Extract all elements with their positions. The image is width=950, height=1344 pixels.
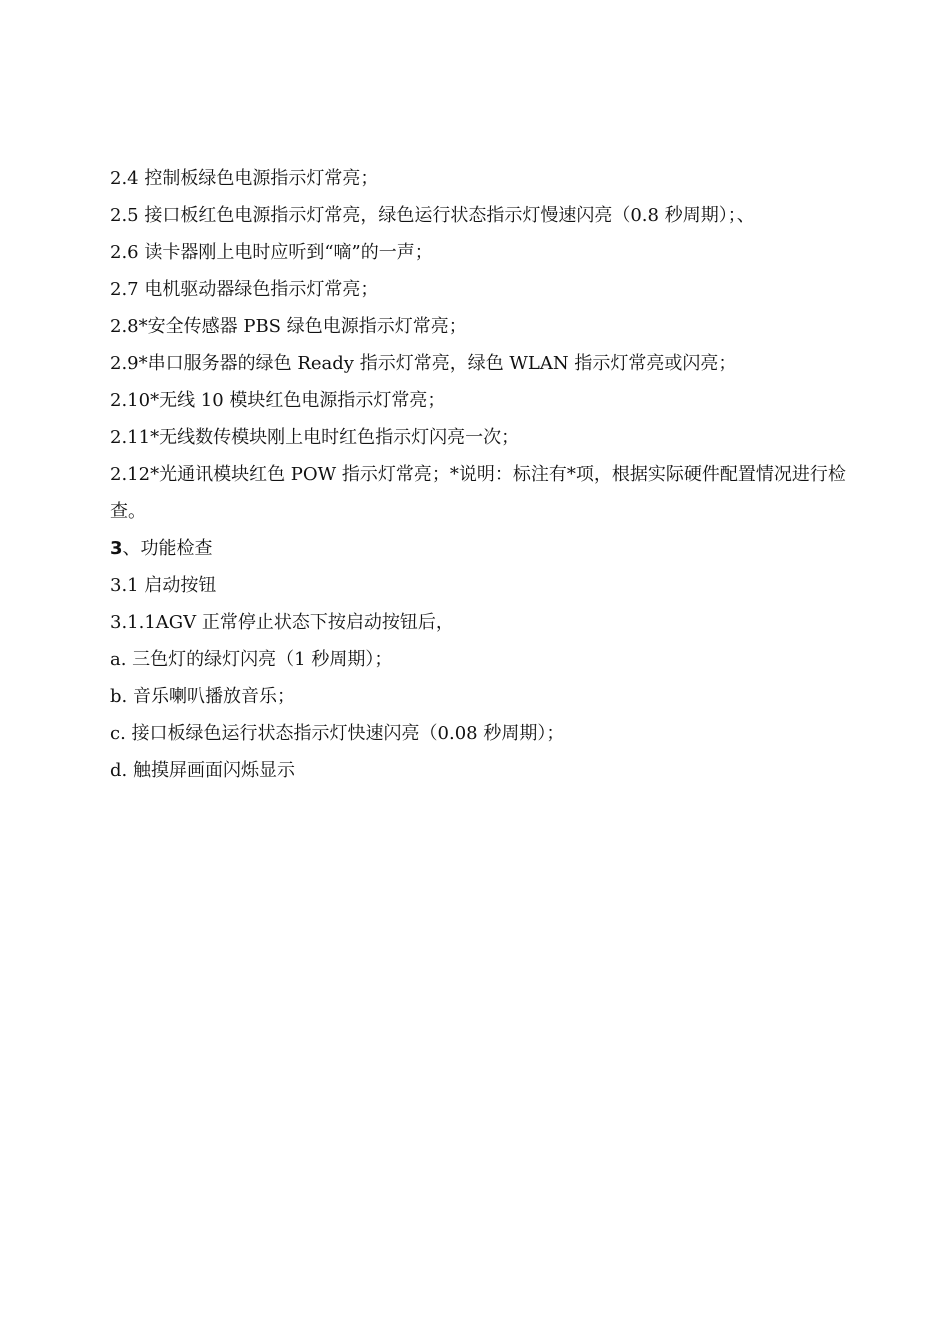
item-2-5: 2.5 接口板红色电源指示灯常亮，绿色运行状态指示灯慢速闪亮（0.8 秒周期）；、 [110,205,755,226]
item-2-12: 2.12*光通讯模块红色 POW 指示灯常亮；*说明：标注有*项，根据实际硬件配置情况进行检查。 [110,464,846,522]
document-body [110,160,870,789]
item-3-1-1: 3.1.1AGV 正常停止状态下按启动按钮后， [110,612,454,633]
item-3-1: 3.1 启动按钮 [110,575,217,596]
item-b: b. 音乐喇叭播放音乐； [110,686,295,707]
item-d: d. 触摸屏画面闪烁显示 [110,760,295,781]
section-3-number: 3 [110,538,123,559]
item-2-10: 2.10*无线 10 模块红色电源指示灯常亮； [110,390,446,411]
section-3-heading [110,530,870,567]
section-3-title: 、功能检查 [122,538,213,559]
item-2-9: 2.9*串口服务器的绿色 Ready 指示灯常亮，绿色 WLAN 指示灯常亮或闪亮； [110,353,737,374]
item-2-11: 2.11*无线数传模块刚上电时红色指示灯闪亮一次； [110,427,520,448]
item-2-6: 2.6 读卡器刚上电时应听到“嘀”的一声； [110,242,433,263]
item-2-7: 2.7 电机驱动器绿色指示灯常亮； [110,279,379,300]
item-2-4: 2.4 控制板绿色电源指示灯常亮； [110,168,379,189]
item-2-8: 2.8*安全传感器 PBS 绿色电源指示灯常亮； [110,316,467,337]
item-c: c. 接口板绿色运行状态指示灯快速闪亮（0.08 秒周期）； [110,723,565,744]
item-a: a. 三色灯的绿灯闪亮（1 秒周期）； [110,649,393,670]
